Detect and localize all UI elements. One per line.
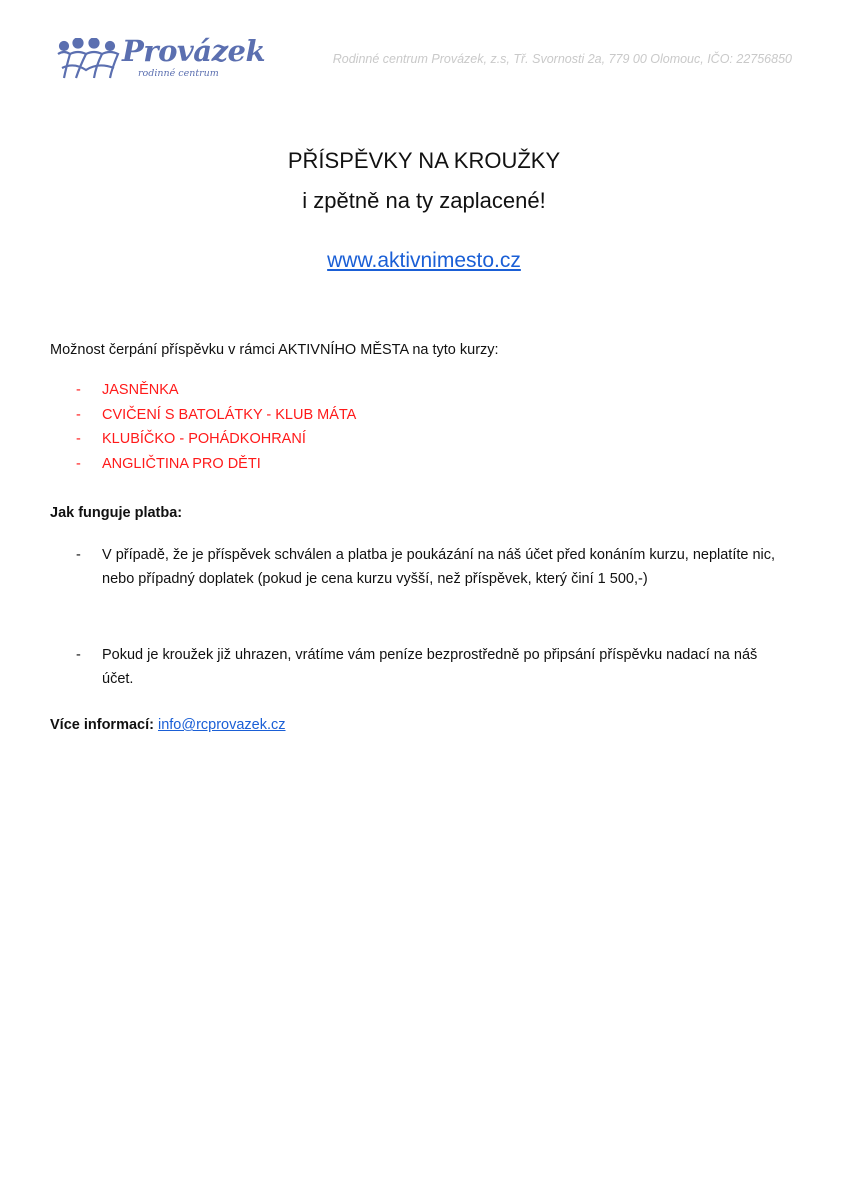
payment-item	[50, 543, 790, 591]
website-link-container	[0, 246, 848, 276]
logo-name: Provázek	[122, 34, 266, 68]
payment-item	[50, 643, 790, 691]
family-figures-icon	[56, 38, 120, 82]
list-item	[50, 427, 356, 452]
list-dash: -	[76, 431, 81, 447]
page-subtitle: i zpětně na ty zaplacené!	[302, 188, 546, 213]
payment-item-text: Pokud je kroužek již uhrazen, vrátíme vám peníze bezprostředně po připsání příspěvku nadací na náš účet.	[102, 647, 758, 687]
provazek-logo	[56, 34, 266, 84]
list-item	[50, 378, 356, 403]
course-name: ANGLIČTINA PRO DĚTI	[102, 455, 261, 472]
course-name: CVIČENÍ S BATOLÁTKY - KLUB MÁTA	[102, 406, 357, 423]
list-dash: -	[76, 647, 81, 663]
course-name: JASNĚNKA	[102, 382, 179, 398]
list-dash: -	[76, 547, 81, 563]
list-item	[50, 452, 356, 477]
payment-item-text: V případě, že je příspěvek schválen a platba je poukázání na náš účet před konáním kurzu, neplatíte nic, nebo případný doplatek (pokud je cena kurzu vyšší, než příspěvek, který činí 1 500,-)	[102, 547, 776, 587]
logo-subtitle: rodinné centrum	[138, 68, 219, 79]
more-info-label: Více informací:	[50, 717, 158, 733]
list-dash: -	[76, 455, 81, 472]
header-organization-info: Rodinné centrum Provázek, z.s, Tř. Svornosti 2a, 779 00 Olomouc, IČO: 22756850	[332, 52, 792, 66]
list-item	[50, 403, 356, 428]
course-list	[50, 378, 356, 476]
course-name: KLUBÍČKO - POHÁDKOHRANÍ	[102, 431, 306, 447]
list-dash: -	[76, 382, 81, 398]
website-link[interactable]: www.aktivnimesto.cz	[327, 249, 521, 272]
page-title: PŘÍSPĚVKY NA KROUŽKY	[287, 148, 561, 173]
intro-paragraph: Možnost čerpání příspěvku v rámci AKTIVNÍHO MĚSTA na tyto kurzy:	[50, 342, 499, 358]
payment-heading: Jak funguje platba:	[50, 505, 183, 521]
more-info-line	[50, 713, 286, 737]
list-dash: -	[76, 406, 81, 423]
email-link[interactable]: info@rcprovazek.cz	[157, 717, 286, 733]
